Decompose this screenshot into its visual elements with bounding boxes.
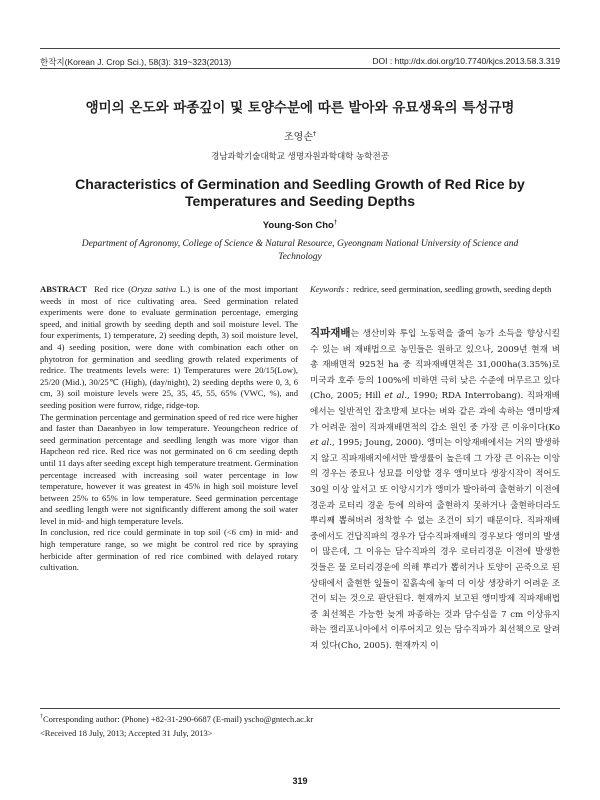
journal-reference: 한작지(Korean J. Crop Sci.), 58(3): 319~323(2013) — [40, 57, 232, 67]
english-author-mark: † — [333, 219, 338, 226]
footnote-received: <Received 18 July, 2013; Accepted 31 July, 2013> — [40, 728, 213, 738]
body-part-1: 는 생산비와 투입 노동력을 줄여 농가 소득을 향상시킬 수 있는 벼 재배법으로 농민들은 원하고 있으나, 2009년 현재 벼 총 재배면적 925천 ha 중 직파재배면적은 31,000ha(3.35%)로 미국과 호주 등의 100%에 비하면 극히 낮은 수준에 머무르고 있다(Cho, 2005; Hill — [310, 329, 560, 402]
korean-author-mark: † — [312, 130, 316, 138]
abstract-paragraph-3: In conclusion, red rice could germinate in top soil (<6 cm) in mid- and high temperature range, so we might be control red rice by spraying herbicide after germination of red rice combined with delayed rotary cultivation. — [40, 527, 298, 573]
footnote-mark: † — [40, 714, 43, 721]
english-title: Characteristics of Germination and Seedling Growth of Red Rice by Temperatures and Seeding Depths — [75, 176, 525, 209]
footnote-rule — [40, 708, 560, 709]
header-top-rule — [40, 48, 560, 49]
abstract — [40, 284, 298, 574]
korean-affiliation: 경남과학기술대학교 생명자원과학대학 농학전공 — [211, 152, 389, 162]
header-bottom-rule — [40, 68, 560, 69]
body-part-2: ., 1990; RDA Interrobang). 직파재배에서는 일반적인 잡초방제 보다는 벼와 같은 과에 속하는 앵미방제가 어려운 점이 직파재배면적의 감소 원인 중 가장 큰 이유이다(Ko — [310, 391, 560, 433]
body-etal-1: et al — [384, 391, 405, 402]
body-etal-2: et al — [310, 438, 330, 449]
keywords-value: redrice, seed germination, seedling growth, seeding depth — [353, 284, 552, 294]
korean-author — [40, 128, 560, 143]
abstract-species: Oryza sativa — [131, 284, 177, 294]
abstract-paragraph-2: The germination percentage and germination speed of red rice were higher and faster than Daeanbyeo in low temperature. Yeoungcheon redrice of seed germination percentage and seedling length was more vigor than Hapcheon red rice. Red rice was not germinated on 6 cm seeding depth until 11 days after seeding except high temperature treatment. Germination percentage increased with increasing soil water percentage in low temperature, however it was greatest in 45% in high soil moisture level between 25% to 65% in low temperature. Seed germination percentage and seedling length were not significantly different among the soil water level in mid- and high temperature levels. — [40, 411, 298, 526]
english-author-name: Young-Son Cho — [262, 220, 334, 231]
body-text — [310, 326, 560, 654]
doi-link[interactable]: DOI : http://dx.doi.org/10.7740/kjcs.2013.58.3.319 — [372, 56, 560, 66]
keywords-label: Keywords : — [310, 284, 350, 294]
abstract-p1-after: L.) is one of the most important weeds in most of rice cultivating area. Seed germination related experiments were done to evaluate germination percentage, emerging speed, and initial growth by seeding depth and soil moisture level. The four experiments, 1) temperature, 2) seeding depth, 3) soil moisture level, and 4) seeding position, were done with combination each other on phytotron for germination and seedling growth related experiments of redrice. The treatments levels were: 1) Temperatures were 20/15(Low), 25/20 (Mid.), 30/25℃ (High), (day/night), 2) seeding depths were 0, 3, 6 cm, 3) soil moisture levels were 25, 35, 45, 55, 65% (VWC, %), and seeding position were furrow, ridge, ridge-top. — [40, 284, 299, 410]
abstract-p1-before: Red rice ( — [94, 284, 132, 294]
abstract-label: ABSTRACT — [40, 284, 87, 294]
korean-author-name: 조영손 — [284, 132, 313, 143]
english-author — [40, 220, 560, 231]
english-affiliation: Department of Agronomy, College of Science & Natural Resource, Gyeongnam National University of Science and Technology — [81, 239, 519, 262]
abstract-paragraph-1 — [40, 284, 298, 412]
body-part-3: ., 1995; Joung, 2000). 앵미는 이앙재배에서는 거의 발생하지 않고 직파재배지에서만 발생률이 높은데 그 가장 큰 이유는 이앙의 경우는 중묘나 성묘를 이앙할 경우 앵미보다 생장시작이 적어도 30일 이상 앞서고 또 이앙시기가 앵미가 발아하여 출현하기 이전에 경운과 로터리 경운 등에 의하여 출현하지 못하거나 출현하더라도 뿌리째 뽑혀버려 정착할 수 없는 조건이 되기 때문이다. 직파재배 중에서도 건답직파의 경우가 담수직파재배의 경우보다 앵미의 발생이 많은데, 그 이유는 담수직파의 경우 로터리경운 이전에 발생한 것들은 물 로터리경운에 의해 뿌리가 뽑히거나 토양이 곤죽으로 된 상태에서 출현한 잎들이 짙흙속에 놓여 더 이상 생장하기 어려운 조건이 되는 것으로 판단된다. 현재까지 보고된 앵미방제 직파재배법중 최선책은 가능한 늦게 파종하는 것과 담수심을 7 cm 이상유지하는 캘리포니아에서 이루어지고 있는 담수직파가 최선책으로 알려져 있다(Cho, 2005). 현재까지 이 — [310, 438, 560, 651]
footnote-corresponding-text: Corresponding author: (Phone) +82-31-290-6687 (E-mail) yscho@gntech.ac.kr — [43, 714, 314, 724]
keywords — [310, 284, 560, 296]
korean-title: 앵미의 온도와 파종깊이 및 토양수분에 따른 발아와 유묘생육의 특성규명 — [85, 100, 515, 116]
body-lead-term: 직파재배 — [310, 327, 351, 339]
page-number: 319 — [292, 776, 308, 786]
footnote-corresponding — [40, 714, 560, 724]
